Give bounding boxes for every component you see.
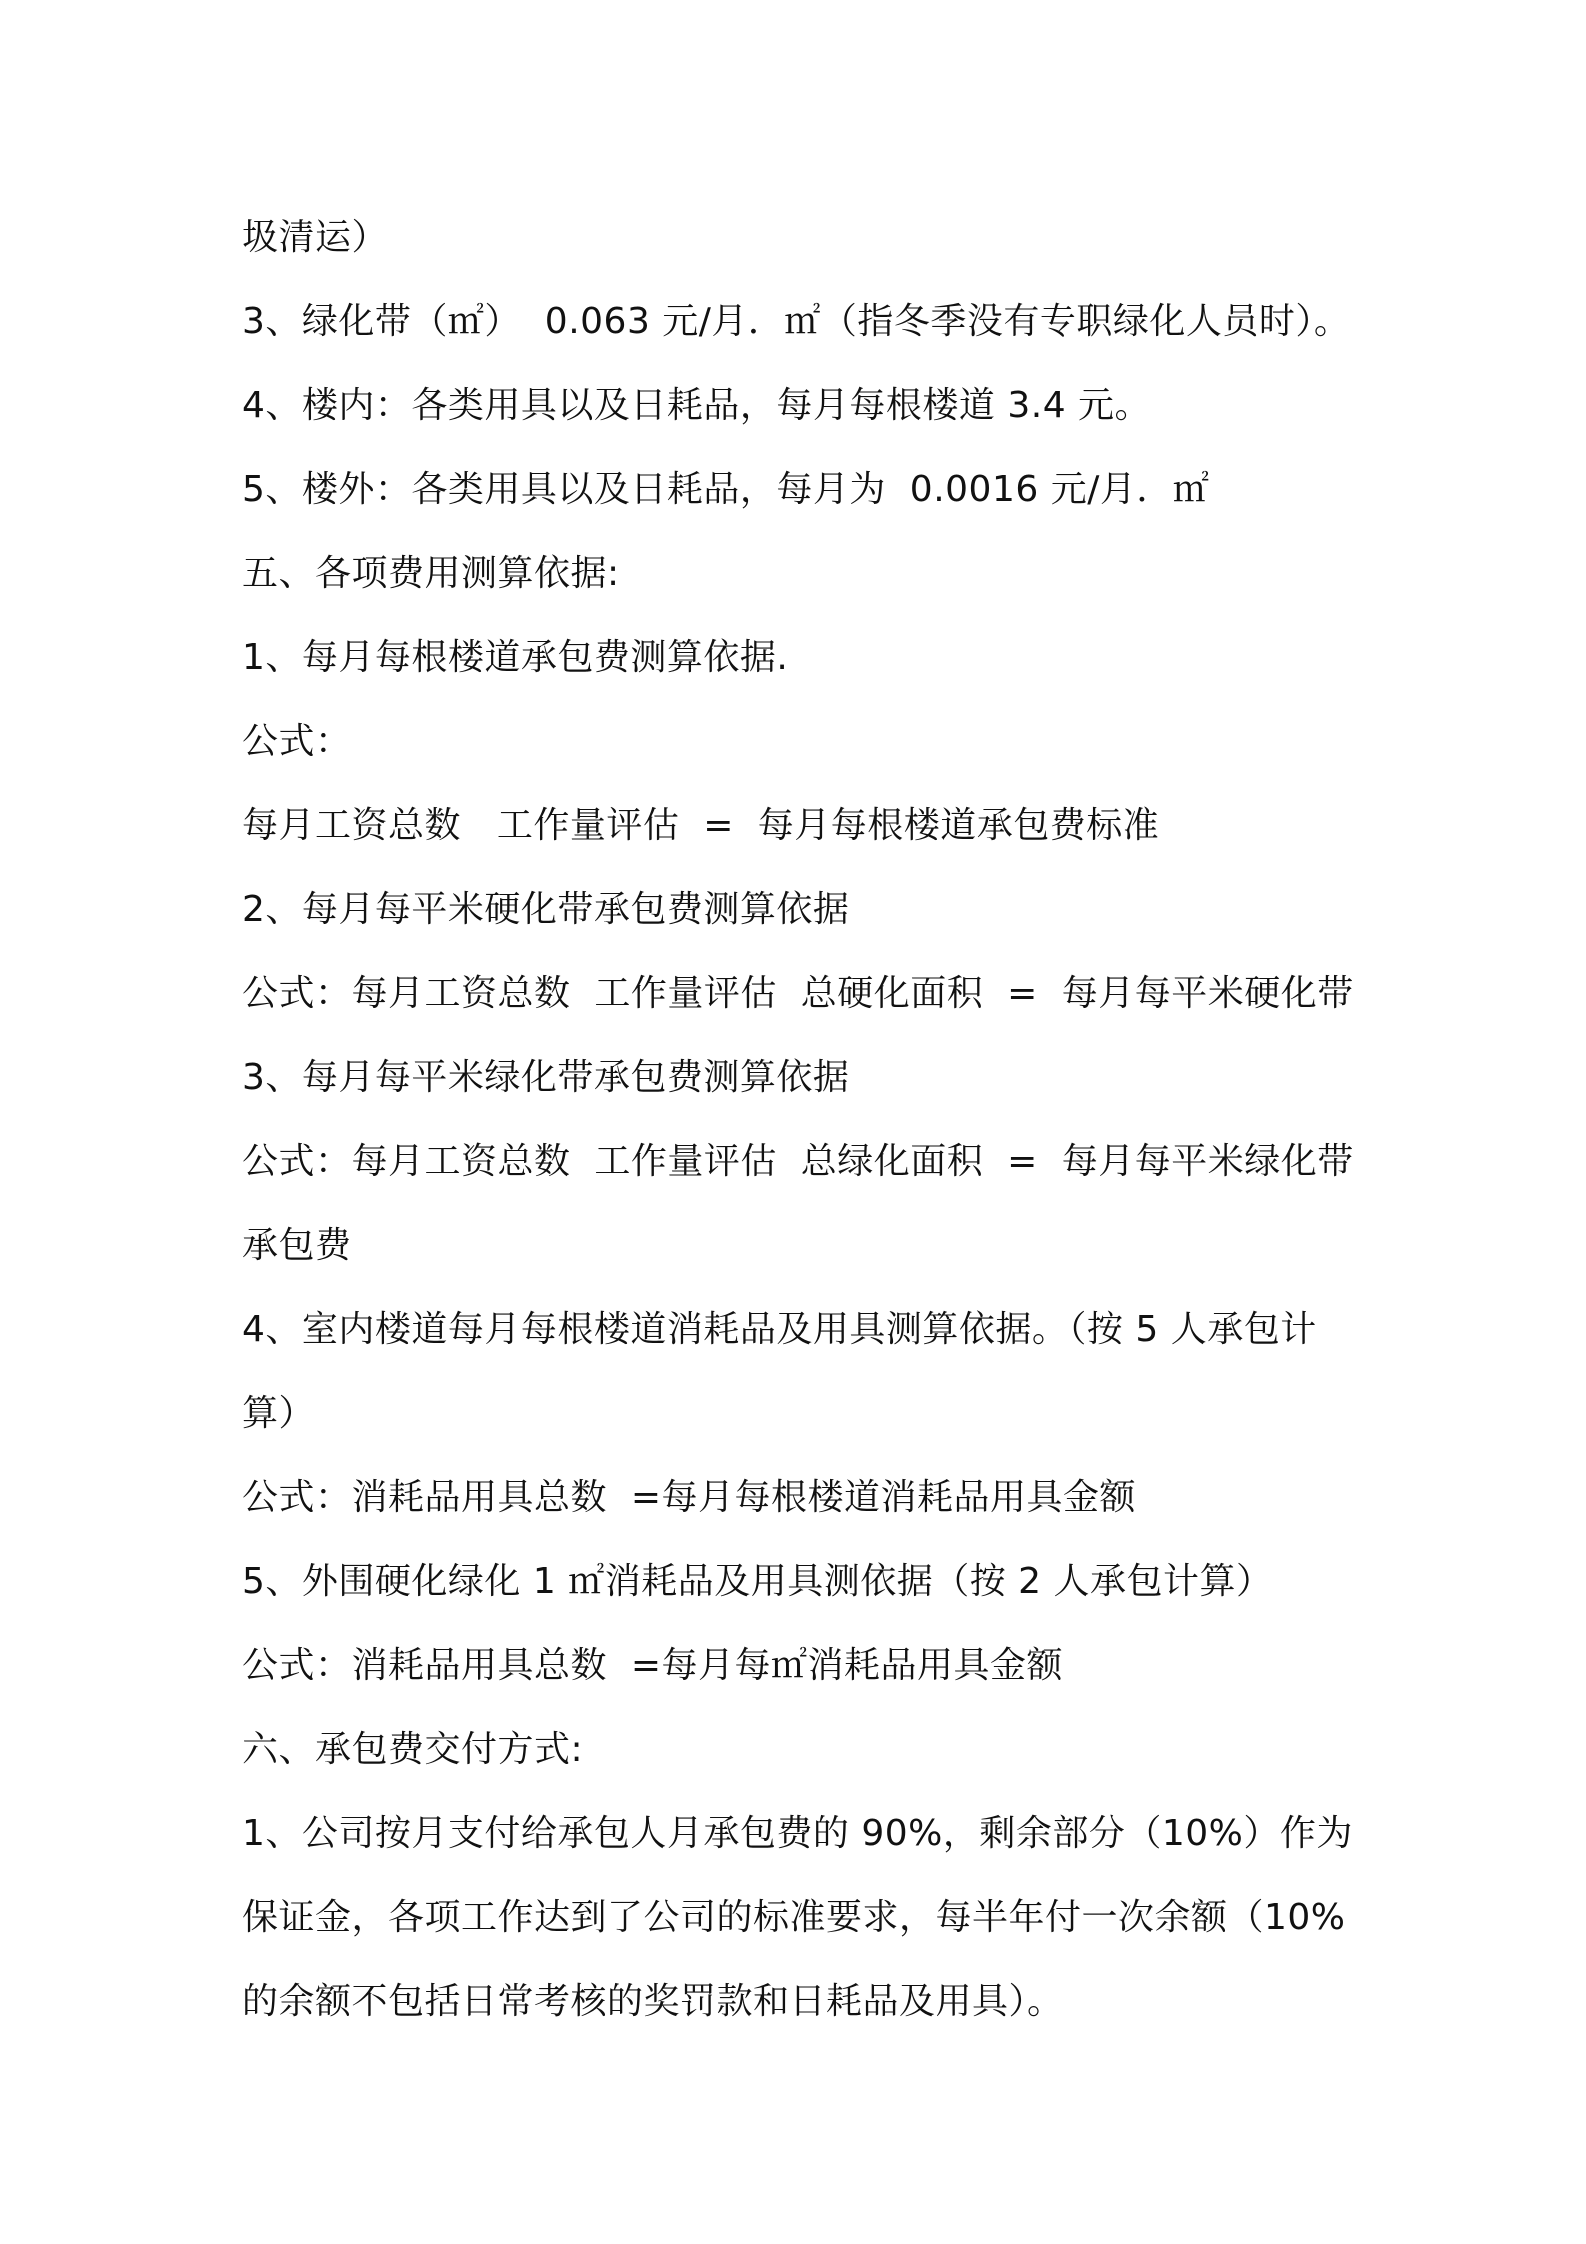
- formula-line: 公式：消耗品用具总数 =每月每㎡消耗品用具金额: [242, 1645, 1064, 1686]
- formula-line: 公式：消耗品用具总数 =每月每根楼道消耗品用具金额: [242, 1477, 1137, 1518]
- text-line: 5、楼外：各类用具以及日耗品，每月为 0.0016 元/月．㎡: [242, 469, 1210, 510]
- text-line: 3、每月每平米绿化带承包费测算依据: [242, 1057, 850, 1098]
- text-line: 1、每月每根楼道承包费测算依据.: [242, 637, 789, 678]
- formula-line: 公式：每月工资总数 工作量评估 总硬化面积 = 每月每平米硬化带: [242, 973, 1354, 1014]
- formula-line: 每月工资总数 工作量评估 = 每月每根楼道承包费标准: [242, 805, 1160, 846]
- text-line: 算）: [242, 1393, 316, 1434]
- section-heading: 五、各项费用测算依据:: [242, 553, 620, 594]
- document-body: [242, 196, 1362, 2044]
- text-line: 4、室内楼道每月每根楼道消耗品及用具测算依据。（按 5 人承包计: [242, 1309, 1317, 1350]
- text-line: 1、公司按月支付给承包人月承包费的 90%，剩余部分（10%）作为: [242, 1813, 1353, 1854]
- section-heading: 六、承包费交付方式:: [242, 1729, 584, 1770]
- formula-label: 公式：: [242, 721, 352, 762]
- text-line: 的余额不包括日常考核的奖罚款和日耗品及用具）。: [242, 1981, 1064, 2022]
- text-line: 4、楼内：各类用具以及日耗品，每月每根楼道 3.4 元。: [242, 385, 1152, 426]
- formula-line: 公式：每月工资总数 工作量评估 总绿化面积 = 每月每平米绿化带: [242, 1141, 1354, 1182]
- text-line: 3、绿化带（㎡） 0.063 元/月．㎡（指冬季没有专职绿化人员时）。: [242, 301, 1351, 342]
- text-line: 承包费: [242, 1225, 352, 1266]
- text-line: 保证金，各项工作达到了公司的标准要求，每半年付一次余额（10%: [242, 1897, 1346, 1938]
- text-line: 圾清运）: [242, 217, 389, 258]
- text-line: 5、外围硬化绿化 1 ㎡消耗品及用具测依据（按 2 人承包计算）: [242, 1561, 1273, 1602]
- text-line: 2、每月每平米硬化带承包费测算依据: [242, 889, 850, 930]
